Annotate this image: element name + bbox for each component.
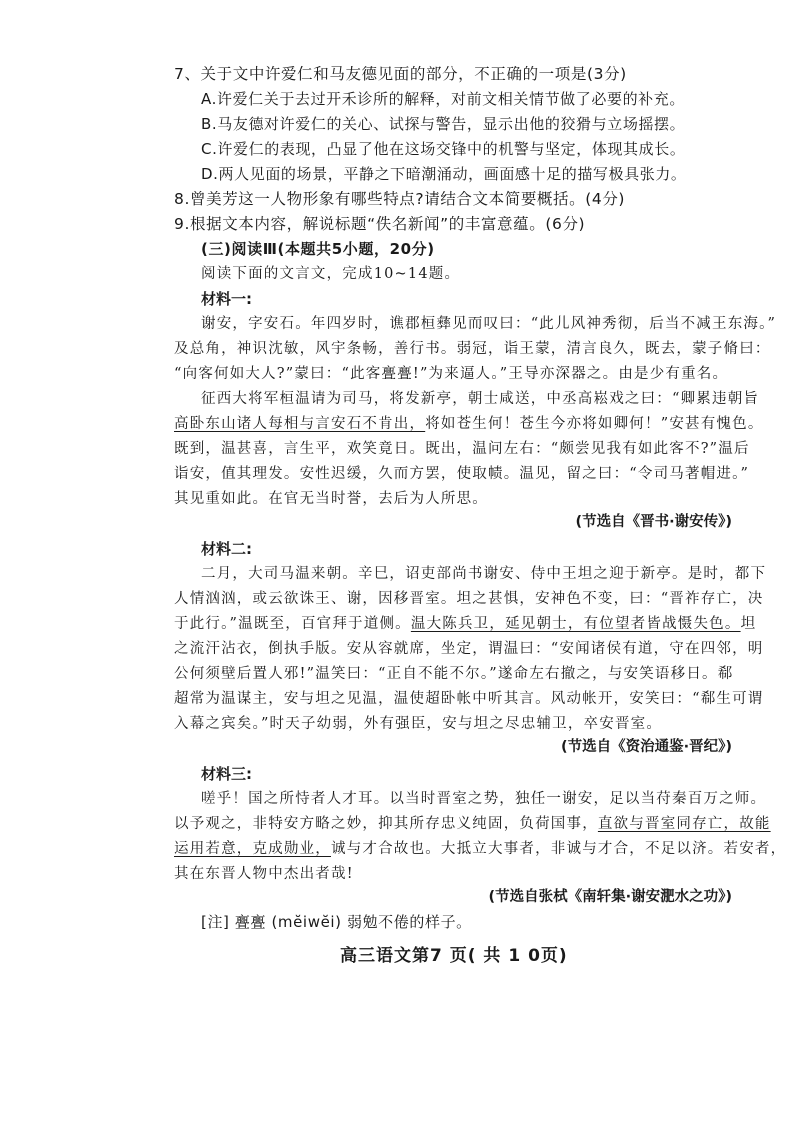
material-2-line: 人情汹汹，或云欲诛王、谢，因移晋室。坦之甚惧，安神色不变，曰：“晋祚存亡，决 (174, 591, 764, 607)
material-1-line: “向客何如大人?”蒙曰：“此客亹亹!”为来逼人。”王导亦深器之。由是少有重名。 (174, 366, 729, 382)
question-7-option-a: A.许爱仁关于去过开禾诊所的解释，对前文相关情节做了必要的补充。 (201, 90, 685, 108)
question-7-option-d: D.两人见面的场景，平静之下暗潮涌动，画面感十足的描写极具张力。 (201, 165, 687, 183)
material-2-line: 二月，大司马温来朝。辛巳，诏吏部尚书谢安、侍中王坦之迎于新亭。是时，都下 (201, 566, 767, 582)
underlined-passage: 运用若意，克成勋业， (174, 841, 331, 857)
material-3-line (174, 814, 771, 834)
material-3-text: 以予观之，非特安方略之妙，抑其所存忠义纯固，负荷国事， (174, 816, 598, 832)
material-3-title: 材料三: (201, 765, 252, 783)
material-1-line: 谢安，字安石。年四岁时，谯郡桓彝见而叹曰：“此儿风神秀彻，后当不减王东海。” (201, 316, 777, 332)
material-2-line: 超常为温谋主，安与坦之见温，温使超卧帐中听其言。风动帐开，安笑曰：“郗生可谓 (174, 691, 764, 707)
section-instruction: 阅读下面的文言文，完成10~14题。 (201, 266, 461, 282)
material-1-line: 诣安，值其理发。安性迟缓，久而方罢，使取帻。温见，留之曰：“令司马著帽进。” (174, 466, 750, 482)
section-heading: (三)阅读Ⅲ(本题共5小题，20分) (201, 240, 435, 258)
annotation-note: [注] 亹亹 (mĕiwĕi) 弱勉不倦的样子。 (201, 913, 472, 931)
material-1-source: (节选自《晋书·谢安传》) (575, 514, 732, 530)
question-9: 9.根据文本内容，解说标题“佚名新闻”的丰富意蕴。(6分) (174, 215, 586, 233)
material-2-text: 坦 (740, 616, 757, 632)
underlined-passage: 温大陈兵卫，延见朝士，有位望者皆战慑失色。 (410, 616, 741, 632)
material-2-source: (节选自《资治通鉴·晋纪》) (560, 739, 732, 755)
material-2-line (174, 614, 756, 634)
material-2-line: 之流汗沾衣，倒执手版。安从容就席，坐定，谓温曰：“安闻诸侯有道，守在四邻，明 (174, 641, 764, 657)
material-2-line: 入幕之宾矣。”时天子幼弱，外有强臣，安与坦之尽忠辅卫，卒安晋室。 (174, 716, 663, 732)
underlined-passage: 直欲与晋室同存亡，故能 (597, 816, 771, 832)
question-7-option-b: B.马友德对许爱仁的关心、试探与警告，显示出他的狡猾与立场摇摆。 (201, 115, 686, 133)
question-7-option-c: C.许爱仁的表现，凸显了他在这场交锋中的机警与坚定，体现其成长。 (201, 140, 686, 158)
material-3-text: 诚与才合故也。大抵立大事者，非诚与才合，不足以济。若安者， (331, 841, 787, 857)
material-3-source: (节选自张栻《南轩集·谢安淝水之功》) (488, 889, 732, 905)
material-3-line: 嗟乎！国之所恃者人才耳。以当时晋室之势，独任一谢安，足以当苻秦百万之师。 (201, 791, 767, 807)
material-2-line: 公何须壁后置人邪!”温笑曰：“正自不能不尔。”遂命左右撤之，与安笑语移日。郗 (174, 666, 734, 682)
material-1-line: 既到，温甚喜，言生平，欢笑竟日。既出，温问左右：“颇尝见我有如此客不?”温后 (174, 441, 750, 457)
page-footer: 高三语文第7 页( 共 1 0页) (340, 946, 568, 966)
material-2-text: 于此行。”温既至，百官拜于道侧。 (174, 616, 411, 632)
material-2-title: 材料二: (201, 540, 252, 558)
material-3-line (174, 839, 786, 859)
material-1-line: 及总角，神识沈敏，风宇条畅，善行书。弱冠，诣王蒙，清言良久，既去，蒙子脩曰： (174, 341, 771, 357)
material-3-line: 其在东晋人物中杰出者哉! (174, 866, 354, 882)
material-1-line: 征西大将军桓温请为司马，将发新亭，朝士咸送，中丞高崧戏之曰：“卿累违朝旨 (201, 391, 760, 407)
underlined-passage: 高卧东山诸人每相与言安石不肯出， (174, 416, 426, 432)
question-7: 7、关于文中许爱仁和马友德见面的部分，不正确的一项是(3分) (174, 65, 627, 83)
material-1-line (174, 414, 764, 434)
material-1-line: 其见重如此。在官无当时誉，去后为人所思。 (174, 491, 488, 507)
material-1-title: 材料一: (201, 290, 252, 308)
question-8: 8.曾美芳这一人物形象有哪些特点?请结合文本简要概括。(4分) (174, 190, 626, 208)
material-1-text: 将如苍生何！苍生今亦将如卿何！”安甚有愧色。 (425, 416, 764, 432)
